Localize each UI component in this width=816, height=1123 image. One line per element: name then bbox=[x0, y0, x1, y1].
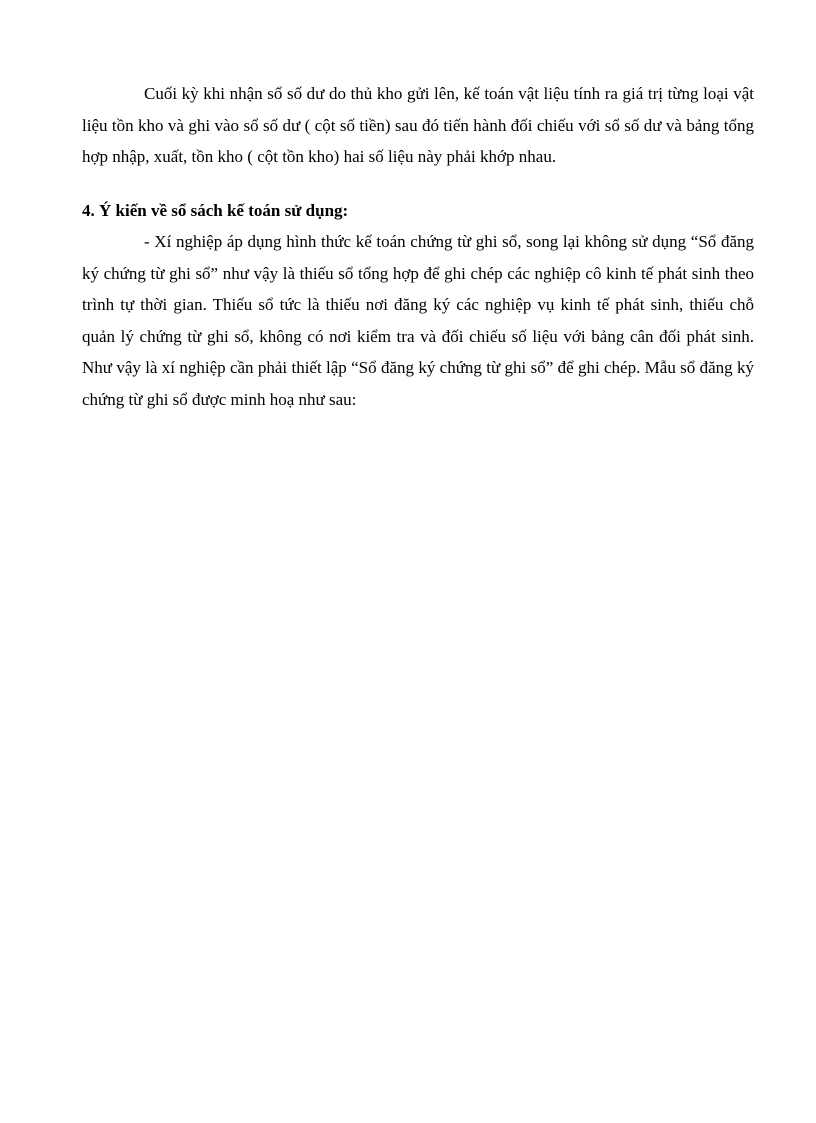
section-heading-accounting-books: 4. Ý kiến về sổ sách kế toán sử dụng: bbox=[82, 200, 349, 220]
document-page bbox=[82, 78, 754, 415]
paragraph-registration-book: - Xí nghiệp áp dụng hình thức kế toán chứng từ ghi sổ, song lại không sử dụng “Sổ đăng ký chứng từ ghi sổ” như vậy là thiếu sổ tổng hợp để ghi chép các nghiệp cô kinh tế phát sinh theo trình tự thời gian. Thiếu sổ tức là thiếu nơi đăng ký các nghiệp vụ kinh tế phát sinh, thiếu chỗ quản lý chứng từ ghi sổ, không có nơi kiểm tra và đối chiếu số liệu với bảng cân đối phát sinh. Như vậy là xí nghiệp cần phải thiết lập “Sổ đăng ký chứng từ ghi sổ” để ghi chép. Mẫu sổ đăng ký chứng từ ghi sổ được minh hoạ như sau: bbox=[82, 232, 754, 409]
paragraph-inventory-reconciliation: Cuối kỳ khi nhận sổ số dư do thủ kho gửi lên, kế toán vật liệu tính ra giá trị từng loại vật liệu tồn kho và ghi vào sổ số dư ( cột số tiền) sau đó tiến hành đối chiếu với sổ số dư và bảng tổng hợp nhập, xuất, tồn kho ( cột tồn kho) hai số liệu này phải khớp nhau. bbox=[82, 84, 754, 166]
